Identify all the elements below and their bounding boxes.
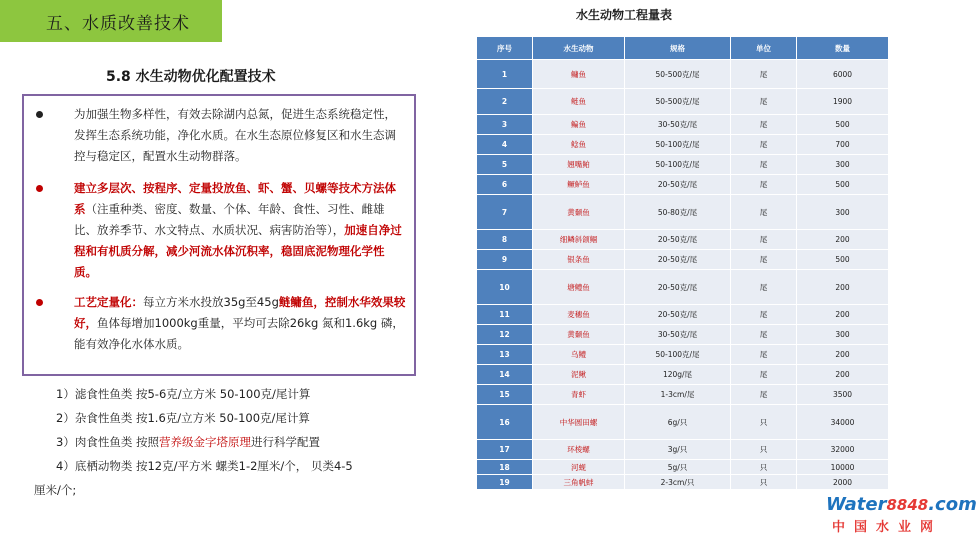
bullet-1 [36, 104, 406, 167]
unit-cell: 尾 [731, 270, 797, 305]
table-row [477, 270, 889, 305]
spec-cell: 120g/尾 [625, 365, 731, 385]
table-row [477, 135, 889, 155]
animal-name-cell: 鳜鲈鱼 [533, 175, 625, 195]
animal-name-cell: 河蚬 [533, 460, 625, 475]
spec-cell: 50-500克/尾 [625, 60, 731, 89]
water8848-logo [818, 494, 977, 538]
animal-name-cell: 泥鳅 [533, 365, 625, 385]
bullet-2-effect: 加速自净过程和有机质分解，减少河流水体沉积率，稳固底泥物理化学性质。 [74, 223, 402, 279]
quantity-cell: 200 [797, 365, 889, 385]
bullet-dot-icon [36, 299, 43, 306]
spec-cell: 30-50克/尾 [625, 115, 731, 135]
row-number-cell: 12 [477, 325, 533, 345]
spec-cell: 1-3cm/尾 [625, 385, 731, 405]
spec-cell: 50-100克/尾 [625, 345, 731, 365]
table-row [477, 115, 889, 135]
unit-cell: 只 [731, 405, 797, 440]
animal-name-cell: 鳊鱼 [533, 115, 625, 135]
spec-cell: 6g/只 [625, 405, 731, 440]
spec-cell: 20-50克/尾 [625, 230, 731, 250]
spec-cell: 30-50克/尾 [625, 325, 731, 345]
unit-cell: 尾 [731, 135, 797, 155]
table-row [477, 460, 889, 475]
row-number-cell: 4 [477, 135, 533, 155]
table-row [477, 385, 889, 405]
row-number-cell: 6 [477, 175, 533, 195]
row-number-cell: 17 [477, 440, 533, 460]
table-row [477, 475, 889, 490]
quantity-cell: 300 [797, 195, 889, 230]
table-row [477, 230, 889, 250]
table-row [477, 345, 889, 365]
table-row [477, 405, 889, 440]
bullet-2 [36, 178, 406, 283]
spec-cell: 5g/只 [625, 460, 731, 475]
unit-cell: 尾 [731, 345, 797, 365]
quantity-cell: 200 [797, 345, 889, 365]
unit-cell: 尾 [731, 89, 797, 115]
list-item-text: 进行科学配置 [250, 435, 320, 449]
unit-cell: 尾 [731, 230, 797, 250]
animal-name-cell: 细鳞斜颌鲴 [533, 230, 625, 250]
section-tab [0, 0, 222, 42]
table-header-cell: 数量 [797, 37, 889, 60]
table-row [477, 305, 889, 325]
bullet-3-detail: 鱼体每增加1000kg重量，平均可去除26kg 氮和1.6kg 磷，能有效净化水体水质。 [74, 316, 404, 351]
row-number-cell: 8 [477, 230, 533, 250]
bullet-3-dose: 每立方米水投放35g至45g [143, 295, 279, 309]
table-header-cell: 单位 [731, 37, 797, 60]
slide-subtitle: 5.8 水生动物优化配置技术 [106, 69, 276, 85]
logo-domain: .com [928, 494, 977, 515]
row-number-cell: 11 [477, 305, 533, 325]
unit-cell: 尾 [731, 175, 797, 195]
quantity-cell: 1900 [797, 89, 889, 115]
row-number-cell: 5 [477, 155, 533, 175]
row-number-cell: 19 [477, 475, 533, 490]
unit-cell: 尾 [731, 325, 797, 345]
bullet-2-detail: （注重种类、密度、数量、个体、年龄、食性、习性、雌雄比、放养季节、水文特点、水质状况、病害防治等）， [74, 202, 385, 237]
table-row [477, 155, 889, 175]
row-number-cell: 10 [477, 270, 533, 305]
spec-cell: 20-50克/尾 [625, 270, 731, 305]
unit-cell: 尾 [731, 155, 797, 175]
logo-cn: 中国水业网 [832, 520, 943, 535]
logo-number: 8848 [886, 496, 929, 514]
unit-cell: 尾 [731, 365, 797, 385]
table-row [477, 175, 889, 195]
bullet-2-text [74, 178, 406, 283]
bullet-3-highlight: 鲢鳙鱼，控制水华效果较好， [74, 295, 406, 330]
description-box [22, 94, 416, 376]
row-number-cell: 7 [477, 195, 533, 230]
table-body [477, 60, 889, 490]
bullet-3 [36, 292, 406, 355]
animal-name-cell: 塘鳢鱼 [533, 270, 625, 305]
row-number-cell: 18 [477, 460, 533, 475]
quantity-cell: 200 [797, 305, 889, 325]
table-row [477, 365, 889, 385]
spec-cell: 50-100克/尾 [625, 135, 731, 155]
spec-cell: 20-50克/尾 [625, 305, 731, 325]
list-item: 2）杂食性鱼类 按1.6克/立方米 50-100克/尾计算 [56, 411, 310, 425]
quantity-cell: 10000 [797, 460, 889, 475]
quantity-cell: 2000 [797, 475, 889, 490]
list-item-continuation: 厘米/个; [34, 483, 77, 497]
unit-cell: 尾 [731, 195, 797, 230]
bullet-1-text: 为加强生物多样性，有效去除湖内总氮，促进生态系统稳定性，发挥生态系统功能，净化水质。在水生态原位修复区和水生态调控与稳定区，配置水生动物群落。 [74, 107, 396, 163]
table-row [477, 325, 889, 345]
unit-cell: 只 [731, 460, 797, 475]
animal-name-cell: 银条鱼 [533, 250, 625, 270]
row-number-cell: 2 [477, 89, 533, 115]
bullet-dot-icon [36, 185, 43, 192]
table-row [477, 195, 889, 230]
row-number-cell: 15 [477, 385, 533, 405]
unit-cell: 只 [731, 475, 797, 490]
unit-cell: 尾 [731, 385, 797, 405]
bullet-2-highlight: 建立多层次、按程序、定量投放鱼、虾、蟹、贝螺等技术方法体系 [74, 181, 396, 216]
bullet-3-label: 工艺定量化： [74, 295, 143, 309]
table-header-cell: 序号 [477, 37, 533, 60]
row-number-cell: 13 [477, 345, 533, 365]
quantity-cell: 500 [797, 250, 889, 270]
row-number-cell: 3 [477, 115, 533, 135]
table-row [477, 440, 889, 460]
quantity-cell: 500 [797, 175, 889, 195]
aquatic-animal-table [476, 36, 889, 490]
logo-wordmark [826, 494, 977, 515]
bullet-3-text [74, 292, 406, 355]
list-item [34, 430, 414, 454]
animal-name-cell: 乌鳢 [533, 345, 625, 365]
row-number-cell: 14 [477, 365, 533, 385]
section-title: 五、水质改善技术 [46, 13, 190, 34]
animal-name-cell: 青虾 [533, 385, 625, 405]
animal-name-cell: 鲢鱼 [533, 89, 625, 115]
quantity-cell: 32000 [797, 440, 889, 460]
list-item: 4）底栖动物类 按12克/平方米 螺类1-2厘米/个， 贝类4-5 [56, 459, 353, 473]
animal-name-cell: 黄颡鱼 [533, 325, 625, 345]
row-number-cell: 16 [477, 405, 533, 440]
spec-cell: 50-500克/尾 [625, 89, 731, 115]
unit-cell: 尾 [731, 115, 797, 135]
spec-cell: 20-50克/尾 [625, 175, 731, 195]
spec-cell: 2-3cm/只 [625, 475, 731, 490]
quantity-cell: 700 [797, 135, 889, 155]
animal-name-cell: 三角帆蚌 [533, 475, 625, 490]
unit-cell: 尾 [731, 60, 797, 89]
spec-cell: 50-100克/尾 [625, 155, 731, 175]
quantity-cell: 300 [797, 325, 889, 345]
quantity-cell: 34000 [797, 405, 889, 440]
table-row [477, 250, 889, 270]
spec-cell: 50-80克/尾 [625, 195, 731, 230]
table-row [477, 60, 889, 89]
row-number-cell: 1 [477, 60, 533, 89]
table-title: 水生动物工程量表 [576, 8, 673, 22]
list-item-text: 3）肉食性鱼类 按照 [56, 435, 159, 449]
list-item-highlight: 营养级金字塔原理 [158, 435, 251, 449]
spec-cell: 20-50克/尾 [625, 250, 731, 270]
animal-name-cell: 翘嘴鲌 [533, 155, 625, 175]
unit-cell: 尾 [731, 250, 797, 270]
bullet-dot-icon [36, 111, 43, 118]
animal-name-cell: 中华圆田螺 [533, 405, 625, 440]
quantity-cell: 300 [797, 155, 889, 175]
row-number-cell: 9 [477, 250, 533, 270]
unit-cell: 只 [731, 440, 797, 460]
quantity-cell: 3500 [797, 385, 889, 405]
quantity-cell: 200 [797, 270, 889, 305]
animal-name-cell: 麦穗鱼 [533, 305, 625, 325]
animal-name-cell: 环棱螺 [533, 440, 625, 460]
list-item: 1）滤食性鱼类 按5-6克/立方米 50-100克/尾计算 [56, 387, 311, 401]
animal-name-cell: 鲶鱼 [533, 135, 625, 155]
table-header-row [477, 37, 889, 60]
table-row [477, 89, 889, 115]
quantity-cell: 500 [797, 115, 889, 135]
logo-word: Water [826, 494, 887, 515]
table-header-cell: 规格 [625, 37, 731, 60]
quantity-cell: 6000 [797, 60, 889, 89]
spec-cell: 3g/只 [625, 440, 731, 460]
unit-cell: 尾 [731, 305, 797, 325]
quantity-cell: 200 [797, 230, 889, 250]
stocking-list [34, 382, 414, 502]
table-header-cell: 水生动物 [533, 37, 625, 60]
animal-name-cell: 鳙鱼 [533, 60, 625, 89]
animal-name-cell: 黄颡鱼 [533, 195, 625, 230]
